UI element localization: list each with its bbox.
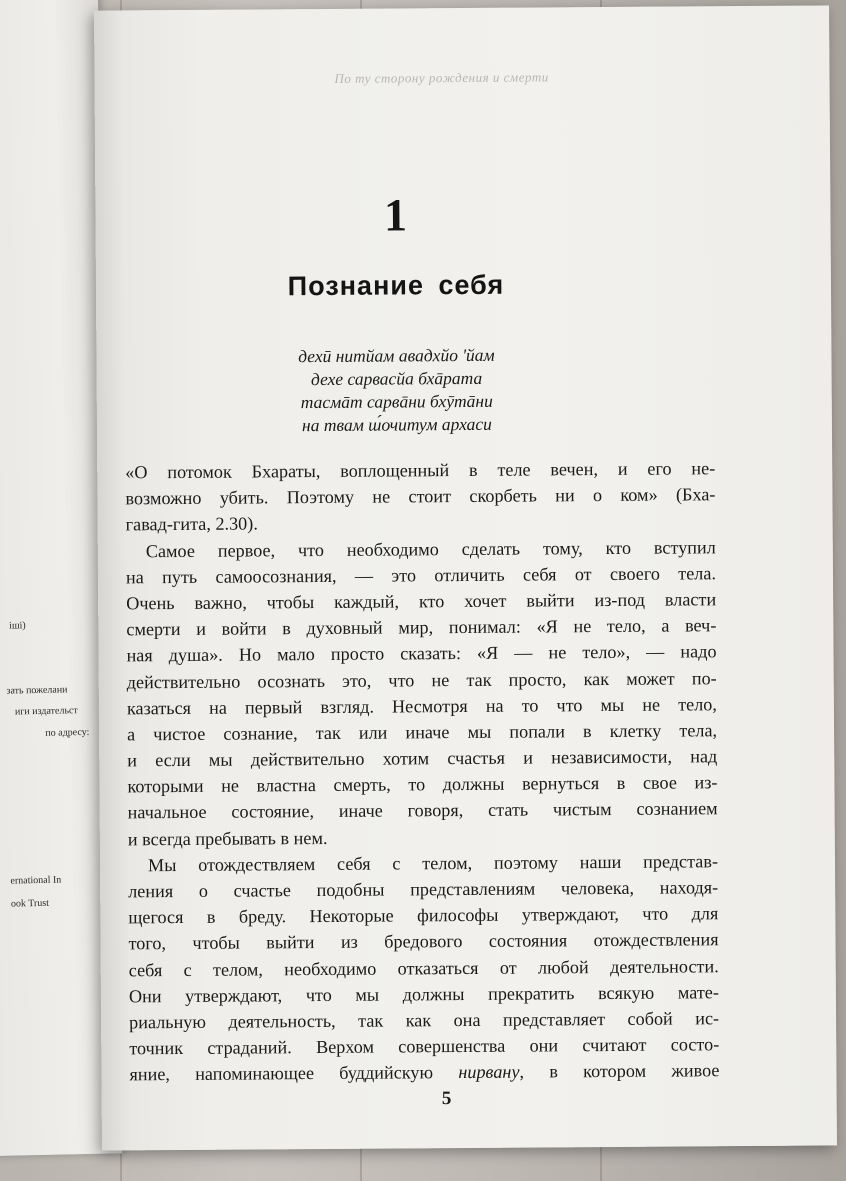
left-page-text: ook Trust xyxy=(10,897,50,910)
verse-line: дехӣ нитйам авадхйо 'йам xyxy=(298,344,495,367)
body-line: возможно убить. Поэтому не стоит скорбеть ни о ком» (Бха- xyxy=(125,484,716,509)
running-header: По ту сторону рождения и смерти xyxy=(334,69,549,86)
body-line: смерти и войти в духовный мир, понимал: «Я не тело, а веч- xyxy=(126,615,717,640)
verse-line: тасмāт сарвāни бхӯтāни xyxy=(300,390,493,413)
body-line: действительно осознать это, что не так просто, как может по- xyxy=(126,667,717,692)
verse-line: дехе сарвасйа бхāрата xyxy=(310,367,483,390)
body-line: Очень важно, чтобы каждый, кто хочет выйти из-под власти xyxy=(126,589,717,614)
body-line: щегося в бреду. Некоторые философы утверждают, что для xyxy=(128,903,719,928)
body-line: яние, напоминающее буддийскую нирвану, в котором живое xyxy=(129,1060,720,1085)
body-line: риальную деятельность, так как она представляет собой ис- xyxy=(129,1008,720,1033)
body-line: Самое первое, что необходимо сделать тому, кто вступил xyxy=(145,536,716,561)
verse-line: на твам ш́очитум архаси xyxy=(301,413,492,436)
page-number: 5 xyxy=(441,1088,452,1110)
chapter-title: Познание себя xyxy=(287,269,505,302)
body-line: гавад-гита, 2.30). xyxy=(125,513,258,535)
sanskrit-verse xyxy=(96,342,697,438)
body-line: Мы отождествляем себя с телом, поэтому наши представ- xyxy=(147,851,719,876)
book-page xyxy=(94,5,837,1150)
body-line: себя с телом, необходимо отказаться от любой деятельности. xyxy=(128,955,719,980)
chapter-number: 1 xyxy=(383,189,408,241)
body-line: и всегда пребывать в нем. xyxy=(127,827,328,849)
body-line: Они утверждают, что мы должны прекратить всякую мате- xyxy=(128,981,719,1007)
body-line: а чистое сознание, так или иначе мы попали в клетку тела, xyxy=(127,720,718,745)
body-line: казаться на первый взгляд. Несмотря на то что мы не тело, xyxy=(126,693,717,719)
body-line: на путь самоосознания, — это отличить себя от своего тела. xyxy=(125,563,717,588)
left-page-text: по адресу: xyxy=(45,726,90,739)
left-page-text: зать пожелани xyxy=(6,684,68,697)
left-page-text: ernational In xyxy=(10,874,62,887)
body-text xyxy=(125,455,719,1088)
body-line: ления о счастье подобны представлениям человека, находя- xyxy=(128,877,719,902)
left-page-text: иги издательст xyxy=(14,705,78,718)
left-page-text: іші) xyxy=(9,620,26,632)
body-line: того, чтобы выйти из бредового состояния отождествления xyxy=(128,929,719,954)
body-line: и если мы действительно хотим счастья и независимости, над xyxy=(127,746,718,771)
body-line: точник страданий. Верхом совершенства они считают состо- xyxy=(129,1034,720,1059)
body-line: начальное состояние, иначе говоря, стать чистым сознанием xyxy=(127,798,718,823)
body-line: которыми не властна смерть, то должны вернуться в свое из- xyxy=(127,772,718,797)
body-line: «О потомок Бхараты, воплощенный в теле вечен, и его не- xyxy=(125,458,716,483)
body-line: ная душа». Но мало просто сказать: «Я — не тело», — надо xyxy=(126,641,717,666)
emphasized-word: нирвану xyxy=(458,1061,520,1083)
